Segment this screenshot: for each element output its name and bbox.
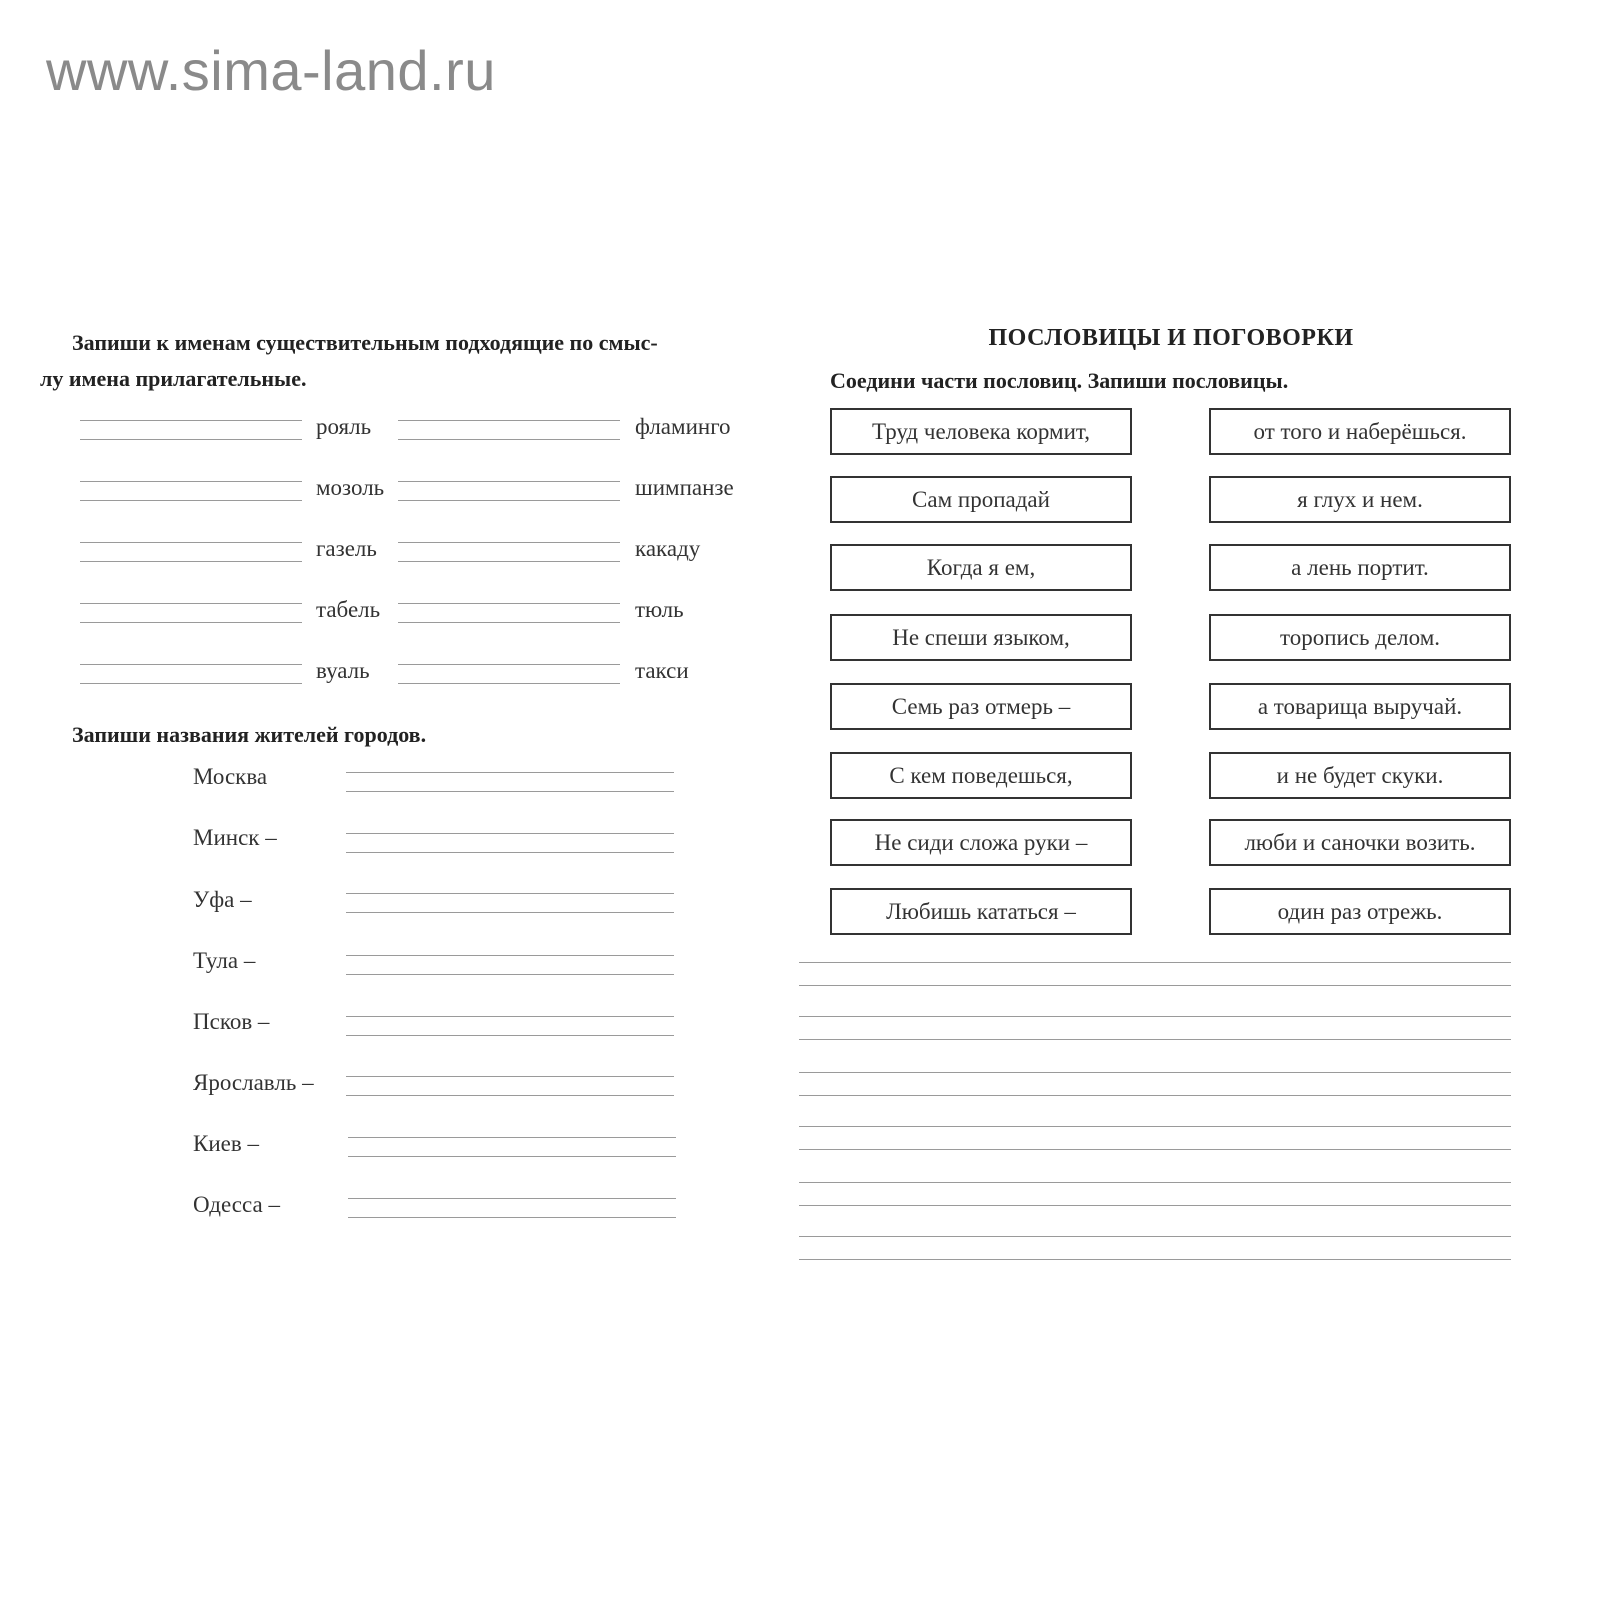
adjectives-instruction-line1: Запиши к именам существительным подходящие по смыс- [72, 330, 658, 355]
city-name: Киев – [193, 1131, 259, 1156]
city-name: Уфа – [193, 887, 252, 912]
answer-line[interactable] [398, 420, 620, 440]
proverb-end-card[interactable]: а товарища выручай. [1209, 683, 1511, 730]
proverb-end-card[interactable]: а лень портит. [1209, 544, 1511, 591]
noun-word: шимпанзе [635, 475, 734, 500]
answer-line[interactable] [346, 1076, 674, 1096]
answer-line[interactable] [346, 1016, 674, 1036]
proverb-start-card[interactable]: Не спеши языком, [830, 614, 1132, 661]
proverb-start-card[interactable]: Сам пропадай [830, 476, 1132, 523]
proverb-start-card[interactable]: Не сиди сложа руки – [830, 819, 1132, 866]
answer-line[interactable] [80, 664, 302, 684]
answer-line[interactable] [346, 833, 674, 853]
proverb-start-card[interactable]: С кем поведешься, [830, 752, 1132, 799]
noun-word: мозоль [316, 475, 385, 500]
city-name: Одесса – [193, 1192, 280, 1217]
answer-line[interactable] [80, 481, 302, 501]
answer-line[interactable] [80, 603, 302, 623]
answer-line[interactable] [346, 893, 674, 913]
writing-line[interactable] [799, 1236, 1511, 1260]
proverb-end-card[interactable]: один раз отрежь. [1209, 888, 1511, 935]
city-name: Ярославль – [193, 1070, 314, 1095]
writing-line[interactable] [799, 1016, 1511, 1040]
writing-line[interactable] [799, 1126, 1511, 1150]
proverb-start-card[interactable]: Семь раз отмерь – [830, 683, 1132, 730]
noun-word: рояль [316, 414, 372, 439]
cities-instruction: Запиши названия жителей городов. [72, 722, 427, 747]
answer-line[interactable] [398, 664, 620, 684]
answer-line[interactable] [80, 542, 302, 562]
answer-line[interactable] [348, 1198, 676, 1218]
noun-word: газель [316, 536, 377, 561]
proverbs-instruction: Соедини части пословиц. Запиши пословицы. [830, 368, 1289, 393]
answer-line[interactable] [80, 420, 302, 440]
noun-word: тюль [635, 597, 684, 622]
proverb-end-card[interactable]: от того и наберёшься. [1209, 408, 1511, 455]
proverb-end-card[interactable]: и не будет скуки. [1209, 752, 1511, 799]
city-name: Москва [193, 764, 268, 789]
answer-line[interactable] [346, 955, 674, 975]
noun-word: какаду [635, 536, 701, 561]
proverb-start-card[interactable]: Труд человека кормит, [830, 408, 1132, 455]
answer-line[interactable] [398, 481, 620, 501]
proverb-start-card[interactable]: Когда я ем, [830, 544, 1132, 591]
proverb-end-card[interactable]: торопись делом. [1209, 614, 1511, 661]
proverbs-title: ПОСЛОВИЦЫ И ПОГОВОРКИ [988, 325, 1354, 351]
adjectives-instruction-line2: лу имена прилагательные. [40, 366, 307, 391]
noun-word: табель [316, 597, 381, 622]
city-name: Минск – [193, 825, 277, 850]
answer-line[interactable] [398, 603, 620, 623]
proverb-start-card[interactable]: Любишь кататься – [830, 888, 1132, 935]
noun-word: вуаль [316, 658, 370, 683]
city-name: Тула – [193, 948, 256, 973]
city-name: Псков – [193, 1009, 270, 1034]
noun-word: фламинго [635, 414, 731, 439]
answer-line[interactable] [348, 1137, 676, 1157]
proverb-end-card[interactable]: люби и саночки возить. [1209, 819, 1511, 866]
writing-line[interactable] [799, 1182, 1511, 1206]
site-watermark: www.sima-land.ru [46, 39, 496, 102]
writing-line[interactable] [799, 962, 1511, 986]
answer-line[interactable] [398, 542, 620, 562]
answer-line[interactable] [346, 772, 674, 792]
noun-word: такси [635, 658, 689, 683]
proverb-end-card[interactable]: я глух и нем. [1209, 476, 1511, 523]
writing-line[interactable] [799, 1072, 1511, 1096]
